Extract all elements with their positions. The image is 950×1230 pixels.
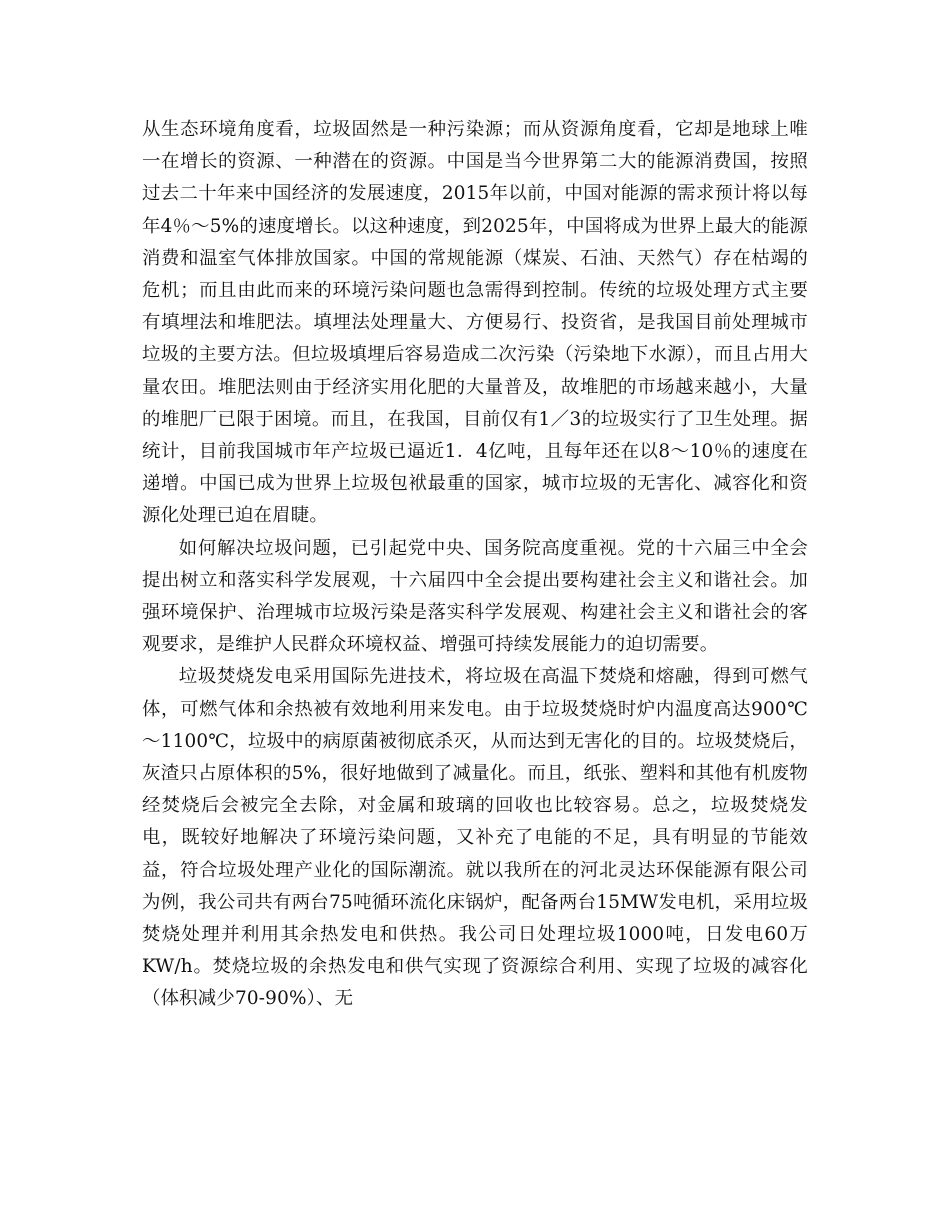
paragraph-1: 从生态环境角度看，垃圾固然是一种污染源；而从资源角度看，它却是地球上唯一在增长的资源、一种潜在的资源。中国是当今世界第二大的能源消费国，按照过去二十年来中国经济的发展速度，2015年以前，中国对能源的需求预计将以每年4％～5%的速度增长。以这种速度，到2025年，中国将成为世界上最大的能源消费和温室气体排放国家。中国的常规能源（煤炭、石油、天然气）存在枯竭的危机；而且由此而来的环境污染问题也急需得到控制。传统的垃圾处理方式主要有填埋法和堆肥法。填埋法处理量大、方便易行、投资省，是我国目前处理城市垃圾的主要方法。但垃圾填埋后容易造成二次污染（污染地下水源），而且占用大量农田。堆肥法则由于经济实用化肥的大量普及，故堆肥的市场越来越小，大量的堆肥厂已限于困境。而且，在我国，目前仅有1／3的垃圾实行了卫生处理。据统计，目前我国城市年产垃圾已逼近1．4亿吨，且每年还在以8～10％的速度在递增。中国已成为世界上垃圾包袱最重的国家，城市垃圾的无害化、减容化和资源化处理已迫在眉睫。 <box>142 119 808 527</box>
paragraph-3: 垃圾焚烧发电采用国际先进技术，将垃圾在高温下焚烧和熔融，得到可燃气体，可燃气体和余热被有效地利用来发电。由于垃圾焚烧时炉内温度高达900℃～1100℃，垃圾中的病原菌被彻底杀灭，从而达到无害化的目的。垃圾焚烧后，灰渣只占原体积的5%，很好地做到了减量化。而且，纸张、塑料和其他有机废物经焚烧后会被完全去除，对金属和玻璃的回收也比较容易。总之，垃圾焚烧发电，既较好地解决了环境污染问题，又补充了电能的不足，具有明显的节能效益，符合垃圾处理产业化的国际潮流。就以我所在的河北灵达环保能源有限公司为例，我公司共有两台75吨循环流化床锅炉，配备两台15MW发电机，采用垃圾焚烧处理并利用其余热发电和供热。我公司日处理垃圾1000吨，日发电60万KW/h。焚烧垃圾的余热发电和供气实现了资源综合利用、实现了垃圾的减容化（体积减少70-90%）、无 <box>142 666 808 1010</box>
document-body <box>142 114 808 1016</box>
paragraph-2: 如何解决垃圾问题，已引起党中央、国务院高度重视。党的十六届三中全会提出树立和落实科学发展观，十六届四中全会提出要构建社会主义和谐社会。加强环境保护、治理城市垃圾污染是落实科学发展观、构建社会主义和谐社会的客观要求，是维护人民群众环境权益、增强可持续发展能力的迫切需要。 <box>142 537 808 656</box>
